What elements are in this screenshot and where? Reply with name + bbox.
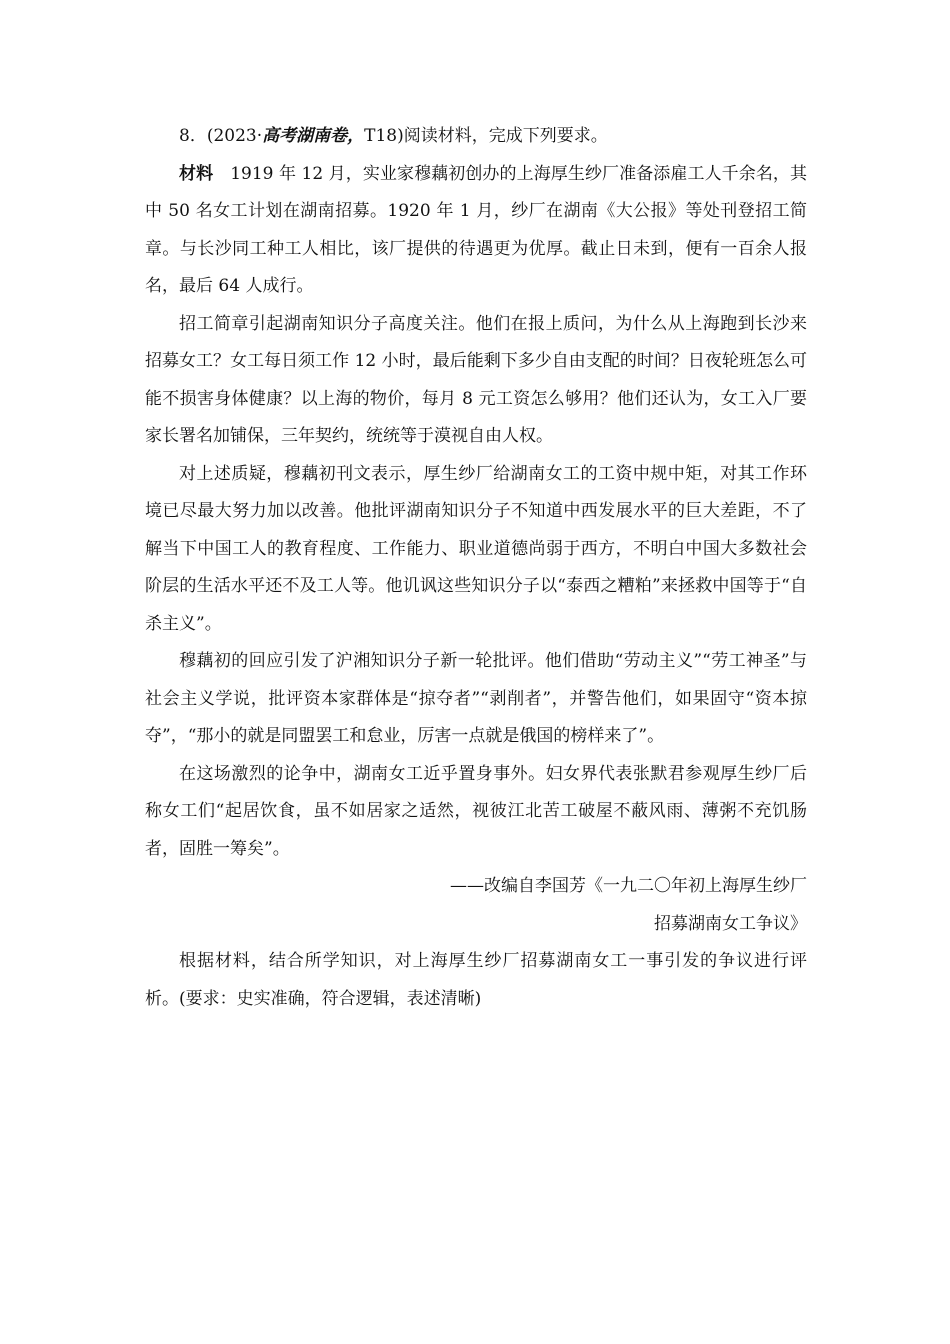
question-number: 8． [179,126,207,146]
material-paragraph-3: 对上述质疑，穆藕初刊文表示，厚生纱厂给湖南女工的工资中规中矩，对其工作环境已尽最大努力加以改善。他批评湖南知识分子不知道中西发展水平的巨大差距，不了解当下中国工人的教育程度、工作能力、职业道德尚弱于西方，不明白中国大多数社会阶层的生活水平还不及工人等。他讥讽这些知识分子以“泰西之糟粕”来拯救中国等于“自杀主义”。 [145,463,807,634]
material-label: 材料 [179,163,214,184]
task-text: 根据材料，结合所学知识，对上海厚生纱厂招募湖南女工一事引发的争议进行评析。(要求：史实准确，符合逻辑，表述清晰) [145,951,807,1009]
material-source [145,868,807,943]
material-text-1: 1919 年 12 月，实业家穆藕初创办的上海厚生纱厂准备添雇工人千余名，其中 50 名女工计划在湖南招募。1920 年 1 月，纱厂在湖南《大公报》等处刊登招工简章。与长沙同工种工人相比，该厂提供的待遇更为优厚。截止日未到，便有一百余人报名，最后 64 人成行。 [145,163,808,296]
material-paragraph-4: 穆藕初的回应引发了沪湘知识分子新一轮批评。他们借助“劳动主义”“劳工神圣”与社会主义学说，批评资本家群体是“掠夺者”“剥削者”，并警告他们，如果固守“资本掠夺”，“那小的就是同盟罢工和怠业，厉害一点就是俄国的榜样来了”。 [145,651,807,746]
material-paragraph-2: 招工简章引起湖南知识分子高度关注。他们在报上质问，为什么从上海跑到长沙来招募女工？女工每日须工作 12 小时，最后能剩下多少自由支配的时间？日夜轮班怎么可能不损害身体健康？以上海的物价，每月 8 元工资怎么够用？他们还认为，女工入厂要家长署名加铺保，三年契约，统统等于漠视自由人权。 [145,313,807,446]
source-exam: 高考湖南卷， [262,126,365,146]
question-header [145,118,807,156]
source-line-2: 招募湖南女工争议》 [654,913,807,934]
source-prefix: (2023· [206,126,263,146]
source-line-1: ——改编自李国芳《一九二〇年初上海厚生纱厂 [450,876,807,896]
source-suffix: T18) [364,126,404,146]
document-page [145,118,807,1018]
material-paragraph-1 [145,156,807,306]
material-paragraph-5: 在这场激烈的论争中，湖南女工近乎置身事外。妇女界代表张默君参观厚生纱厂后称女工们“起居饮食，虽不如居家之适然，视彼江北苦工破屋不蔽风雨、薄粥不充饥肠者，固胜一筹矣”。 [145,763,807,859]
question-instruction: 阅读材料，完成下列要求。 [403,126,608,146]
